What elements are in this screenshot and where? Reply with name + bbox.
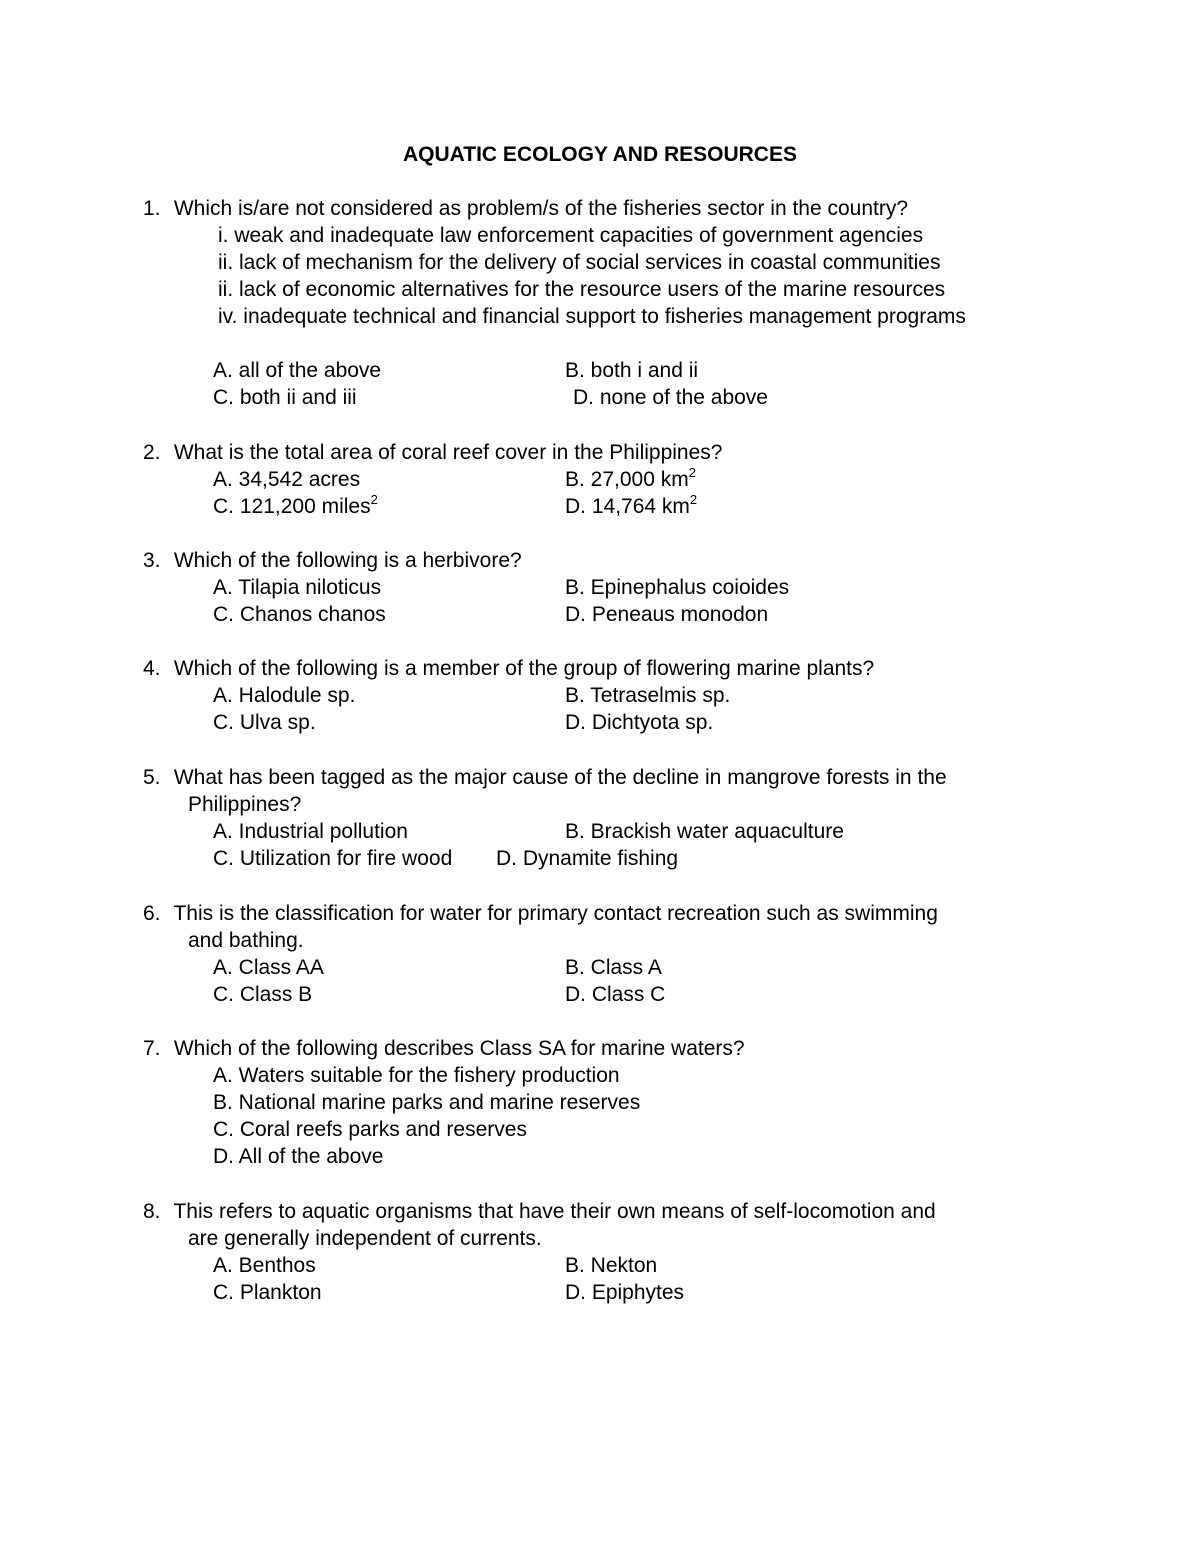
option-d: D. Dynamite fishing xyxy=(496,847,679,870)
question-number: 4. xyxy=(143,657,161,680)
question-5 xyxy=(143,764,1143,872)
question-number: 7. xyxy=(143,1037,161,1060)
option-b: B. both i and ii xyxy=(565,359,699,382)
question-stem xyxy=(143,1035,1143,1062)
question-text: What is the total area of coral reef cover in the Philippines? xyxy=(173,441,723,464)
question-7 xyxy=(143,1035,1143,1170)
superscript: 2 xyxy=(689,492,698,507)
question-text: This is the classification for water for primary contact recreation such as swimming xyxy=(173,902,938,925)
option-a: A. Industrial pollution xyxy=(213,820,408,843)
option-d: D. 14,764 $km^2$ xyxy=(565,492,698,518)
question-text-continued: Philippines? xyxy=(188,793,302,816)
question-1 xyxy=(143,195,1143,411)
option-d: D. Class C xyxy=(565,983,666,1006)
option-c: C. Chanos chanos xyxy=(213,603,386,626)
options-row xyxy=(143,818,1143,845)
question-number: 3. xyxy=(143,549,161,572)
option-b: B. 27,000 $km^2$ xyxy=(565,465,696,491)
question-text: Which of the following is a herbivore? xyxy=(173,549,522,572)
options-row xyxy=(143,981,1143,1008)
option-d: D. Peneaus monodon xyxy=(565,603,769,626)
question-text: Which of the following is a member of the group of flowering marine plants? xyxy=(173,657,875,680)
options-row xyxy=(143,384,1143,411)
options-row xyxy=(143,357,1143,384)
question-3 xyxy=(143,547,1143,628)
question-stem xyxy=(143,764,1143,791)
options-row xyxy=(143,601,1143,628)
option-b: B. Epinephalus coioides xyxy=(565,576,790,599)
question-text: Which of the following describes Class SA for marine waters? xyxy=(173,1037,745,1060)
option-d: D. All of the above xyxy=(213,1145,384,1168)
question-number: 2. xyxy=(143,441,161,464)
option-a: A. Benthos xyxy=(213,1254,316,1277)
options-row xyxy=(143,1252,1143,1279)
superscript: 2 xyxy=(688,465,696,480)
page-title: AQUATIC ECOLOGY AND RESOURCES xyxy=(403,143,797,166)
question-number: 8. xyxy=(143,1200,161,1223)
options-row xyxy=(143,574,1143,601)
option-a: A. 34,542 acres xyxy=(213,468,361,491)
option-b: B. National marine parks and marine reserves xyxy=(213,1091,641,1114)
option-c: C. Plankton xyxy=(213,1281,322,1304)
question-text: This refers to aquatic organisms that have their own means of self-locomotion and xyxy=(173,1200,936,1223)
question-text-continued: and bathing. xyxy=(188,929,304,952)
question-number: 1. xyxy=(143,197,161,220)
question-text-continued: are generally independent of currents. xyxy=(188,1227,542,1250)
option-d: D. none of the above xyxy=(573,386,768,409)
option-b: B. Tetraselmis sp. xyxy=(565,684,731,707)
option-c: C. both ii and iii xyxy=(213,386,357,409)
statement-item: ii. lack of mechanism for the delivery of social services in coastal communities xyxy=(218,251,941,274)
option-c: C. 121,200 miles$^2$ xyxy=(213,492,378,518)
statement-item: iv. inadequate technical and financial support to fisheries management programs xyxy=(218,305,966,328)
option-a: A. Waters suitable for the fishery production xyxy=(213,1064,620,1087)
statement-item: ii. lack of economic alternatives for the resource users of the marine resources xyxy=(218,278,946,301)
question-stem xyxy=(143,900,1143,927)
options-row xyxy=(143,845,1143,872)
question-8 xyxy=(143,1198,1143,1306)
option-c: C. Utilization for fire wood xyxy=(213,847,453,870)
question-stem xyxy=(143,1198,1143,1225)
option-d: D. Dichtyota sp. xyxy=(565,711,714,734)
question-number: 6. xyxy=(143,902,161,925)
option-c: C. Class B xyxy=(213,983,313,1006)
options-row xyxy=(143,682,1143,709)
option-a: A. Tilapia niloticus xyxy=(213,576,382,599)
question-6 xyxy=(143,900,1143,1008)
question-4 xyxy=(143,655,1143,736)
question-text: Which is/are not considered as problem/s of the fisheries sector in the country? xyxy=(173,197,909,220)
question-stem xyxy=(143,195,1143,222)
option-c: C. Ulva sp. xyxy=(213,711,316,734)
option-a: A. Class AA xyxy=(213,956,324,979)
statement-item: i. weak and inadequate law enforcement capacities of government agencies xyxy=(218,224,924,247)
option-b: B. Nekton xyxy=(565,1254,658,1277)
option-d: D. Epiphytes xyxy=(565,1281,685,1304)
option-b: B. Brackish water aquaculture xyxy=(565,820,844,843)
question-text: What has been tagged as the major cause of the decline in mangrove forests in the xyxy=(173,766,947,789)
question-number: 5. xyxy=(143,766,161,789)
question-stem xyxy=(143,439,1143,466)
options-row xyxy=(143,1279,1143,1306)
option-b: B. Class A xyxy=(565,956,662,979)
options-row xyxy=(143,954,1143,981)
superscript: 2 xyxy=(370,492,378,507)
options-row xyxy=(143,709,1143,736)
options-row xyxy=(143,466,1143,493)
question-2 xyxy=(143,439,1143,520)
options-row xyxy=(143,493,1143,520)
option-a: A. Halodule sp. xyxy=(213,684,356,707)
option-c: C. Coral reefs parks and reserves xyxy=(213,1118,527,1141)
question-stem xyxy=(143,655,1143,682)
question-stem xyxy=(143,547,1143,574)
option-a: A. all of the above xyxy=(213,359,382,382)
